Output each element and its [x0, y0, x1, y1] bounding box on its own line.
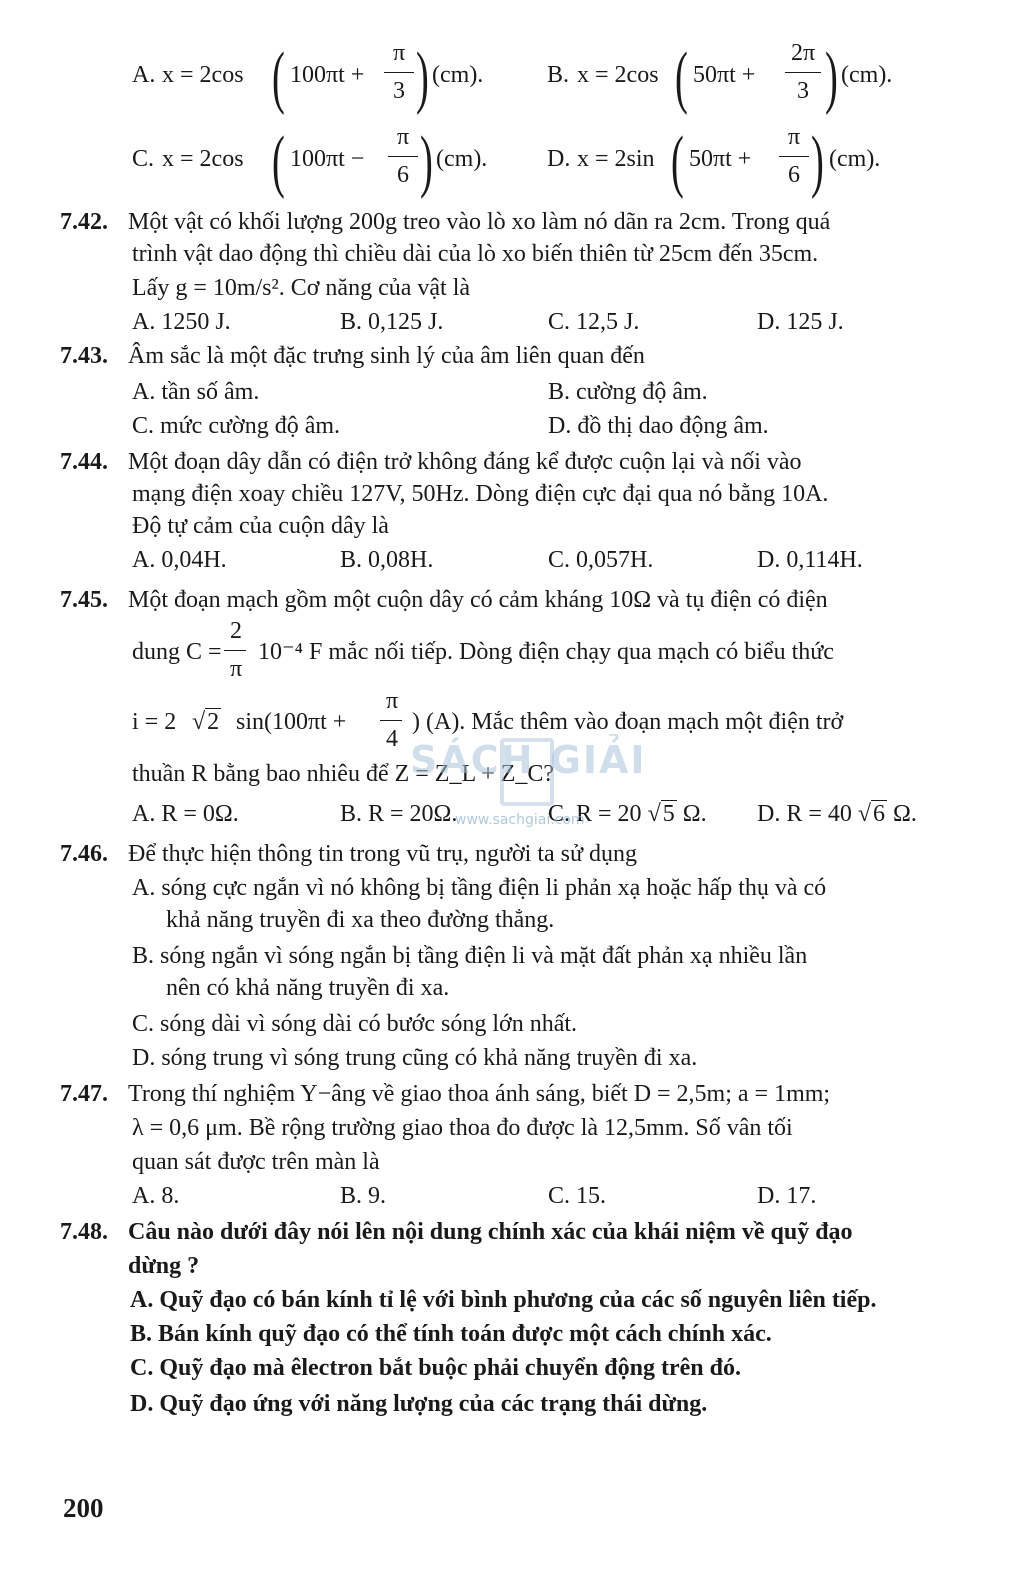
question-text: Độ tự cảm của cuộn dây là [132, 513, 389, 539]
watermark-url: www.sachgiai.com [455, 812, 585, 828]
question-text: Một đoạn dây dẫn có điện trở không đáng kể được cuộn lại và nối vào [128, 449, 802, 475]
answer-option-a-cont: khả năng truyền đi xa theo đường thẳng. [166, 907, 555, 933]
question-text: sin(100πt + [236, 709, 347, 735]
fraction-numerator: π [385, 688, 399, 714]
left-paren: ( [272, 123, 285, 200]
sqrt-sign: √ [857, 801, 872, 827]
fraction-bar [779, 156, 809, 157]
answer-option-d: D. 125 J. [757, 309, 844, 335]
answer-option-b: B. sóng ngắn vì sóng ngắn bị tầng điện li và mặt đất phản xạ nhiều lần [132, 943, 808, 969]
answer-option-d: D. 17. [757, 1183, 817, 1209]
watermark-logo: SÁCH GIẢI [410, 738, 647, 782]
fraction-bar [224, 650, 246, 651]
option-text: C. R = 20 [548, 801, 642, 827]
formula-inner: 50πt + [689, 146, 752, 172]
formula-unit: (cm). [829, 146, 881, 172]
sqrt-sign: √ [192, 709, 206, 735]
capacitance-fraction [222, 618, 252, 698]
answer-option-a: A. 8. [132, 1183, 180, 1209]
watermark-icon [500, 738, 554, 806]
sqrt-radicand: 5 [662, 801, 675, 827]
answer-option-a: A. Quỹ đạo có bán kính tỉ lệ với bình phương của các số nguyên liên tiếp. [130, 1287, 877, 1313]
left-paren: ( [671, 123, 684, 200]
answer-option-b: B. 0,125 J. [340, 309, 444, 335]
answer-option-c: C. 0,057H. [548, 547, 654, 573]
phase-fraction [378, 688, 408, 768]
option-D-formula [547, 124, 947, 204]
question-text: ) (A). Mắc thêm vào đoạn mạch một điện trở [412, 709, 844, 735]
formula-inner: 100πt − [290, 146, 365, 172]
question-text: Âm sắc là một đặc trưng sinh lý của âm liên quan đến [128, 343, 645, 369]
formula-unit: (cm). [432, 62, 484, 88]
question-number: 7.46. [60, 841, 108, 867]
answer-option-b-cont: nên có khả năng truyền đi xa. [166, 975, 450, 1001]
fraction-denominator: 6 [397, 162, 409, 188]
fraction-bar [384, 72, 414, 73]
question-text: trình vật dao động thì chiều dài của lò xo biến thiên từ 25cm đến 35cm. [132, 241, 819, 267]
formula-lhs: x = 2cos [577, 62, 659, 88]
formula-unit: (cm). [841, 62, 893, 88]
answer-option-b: B. 9. [340, 1183, 387, 1209]
option-C-formula [132, 124, 532, 204]
question-text: dung C = [132, 639, 222, 665]
question-text: dừng ? [128, 1253, 200, 1279]
answer-option-d: D. đồ thị dao động âm. [548, 413, 769, 439]
option-label: B. [547, 62, 570, 88]
sqrt-radicand: 6 [873, 801, 886, 827]
question-text: Câu nào dưới đây nói lên nội dung chính xác của khái niệm về quỹ đạo [128, 1219, 853, 1245]
question-number: 7.45. [60, 587, 108, 613]
fraction-denominator: π [229, 656, 243, 682]
fraction-numerator: π [396, 124, 410, 150]
fraction-bar [380, 720, 402, 721]
formula-inner: 50πt + [693, 62, 756, 88]
left-paren: ( [675, 39, 688, 116]
right-paren: ) [825, 39, 838, 116]
answer-option-b: B. Bán kính quỹ đạo có thể tính toán được một cách chính xác. [130, 1321, 772, 1347]
fraction-denominator: 3 [393, 78, 405, 104]
fraction-denominator: 3 [797, 78, 809, 104]
answer-option-c: C. Quỹ đạo mà êlectron bắt buộc phải chuyển động trên đó. [130, 1355, 741, 1381]
fraction-numerator: 2π [790, 40, 816, 66]
answer-option-a: A. 1250 J. [132, 309, 231, 335]
option-label: D. [547, 146, 571, 172]
option-A-formula [132, 40, 532, 120]
option-text: D. R = 40 [757, 801, 852, 827]
question-text: i = 2 [132, 709, 177, 735]
answer-option-a: A. 0,04H. [132, 547, 227, 573]
answer-option-b: B. 0,08H. [340, 547, 434, 573]
right-paren: ) [416, 39, 429, 116]
answer-option-d [757, 800, 917, 828]
formula-lhs: x = 2sin [577, 146, 655, 172]
question-number: 7.42. [60, 209, 108, 235]
fraction-denominator: 6 [788, 162, 800, 188]
fraction-bar [785, 72, 821, 73]
fraction-numerator: π [787, 124, 801, 150]
answer-option-c: C. 12,5 J. [548, 309, 640, 335]
question-text: quan sát được trên màn là [132, 1149, 380, 1175]
question-text: Lấy g = 10m/s². Cơ năng của vật là [132, 275, 471, 301]
page-number: 200 [63, 1493, 104, 1523]
answer-option-a: A. tần số âm. [132, 379, 260, 405]
answer-option-b: B. cường độ âm. [548, 379, 708, 405]
fraction-numerator: π [392, 40, 406, 66]
answer-option-a: A. R = 0Ω. [132, 801, 239, 827]
formula-lhs: x = 2cos [162, 146, 244, 172]
question-text: 10⁻⁴ F mắc nối tiếp. Dòng điện chạy qua mạch có biểu thức [258, 639, 834, 665]
question-text: Một vật có khối lượng 200g treo vào lò xo làm nó dãn ra 2cm. Trong quá [128, 209, 831, 235]
answer-option-c: C. sóng dài vì sóng dài có bước sóng lớn nhất. [132, 1011, 578, 1037]
option-label: C. [132, 146, 155, 172]
option-unit: Ω. [682, 801, 707, 827]
option-label: A. [132, 62, 156, 88]
question-text: mạng điện xoay chiều 127V, 50Hz. Dòng điện cực đại qua nó bằng 10A. [132, 481, 829, 507]
question-number: 7.47. [60, 1081, 108, 1107]
right-paren: ) [420, 123, 433, 200]
answer-option-c: C. 15. [548, 1183, 607, 1209]
sqrt-radicand: 2 [207, 709, 220, 735]
sqrt-sign: √ [647, 801, 661, 827]
answer-option-d: D. Quỹ đạo ứng với năng lượng của các trạng thái dừng. [130, 1391, 708, 1417]
answer-option-a: A. sóng cực ngắn vì nó không bị tầng điện li phản xạ hoặc hấp thụ và có [132, 875, 827, 901]
answer-option-c: C. mức cường độ âm. [132, 413, 341, 439]
question-text: Để thực hiện thông tin trong vũ trụ, người ta sử dụng [128, 841, 637, 867]
question-number: 7.43. [60, 343, 108, 369]
fraction-bar [388, 156, 418, 157]
answer-option-b: B. R = 20Ω. [340, 801, 458, 827]
answer-option-d: D. sóng trung vì sóng trung cũng có khả năng truyền đi xa. [132, 1045, 698, 1071]
fraction-numerator: 2 [230, 618, 242, 644]
option-unit: Ω. [893, 801, 917, 827]
question-text: thuần R bằng bao nhiêu để Z = Z_L + Z_C? [132, 761, 555, 787]
formula-unit: (cm). [436, 146, 488, 172]
formula-inner: 100πt + [290, 62, 365, 88]
answer-option-d: D. 0,114H. [757, 547, 863, 573]
question-text: λ = 0,6 μm. Bề rộng trường giao thoa đo được là 12,5mm. Số vân tối [132, 1115, 793, 1141]
right-paren: ) [811, 123, 824, 200]
question-text: Trong thí nghiệm Y−âng về giao thoa ánh sáng, biết D = 2,5m; a = 1mm; [128, 1081, 831, 1107]
question-number: 7.44. [60, 449, 108, 475]
option-B-formula [547, 40, 947, 120]
sqrt-expression [192, 708, 221, 736]
left-paren: ( [272, 39, 285, 116]
fraction-denominator: 4 [386, 726, 398, 752]
question-text: Một đoạn mạch gồm một cuộn dây có cảm kháng 10Ω và tụ điện có điện [128, 587, 828, 613]
question-number: 7.48. [60, 1219, 108, 1245]
formula-lhs: x = 2cos [162, 62, 244, 88]
